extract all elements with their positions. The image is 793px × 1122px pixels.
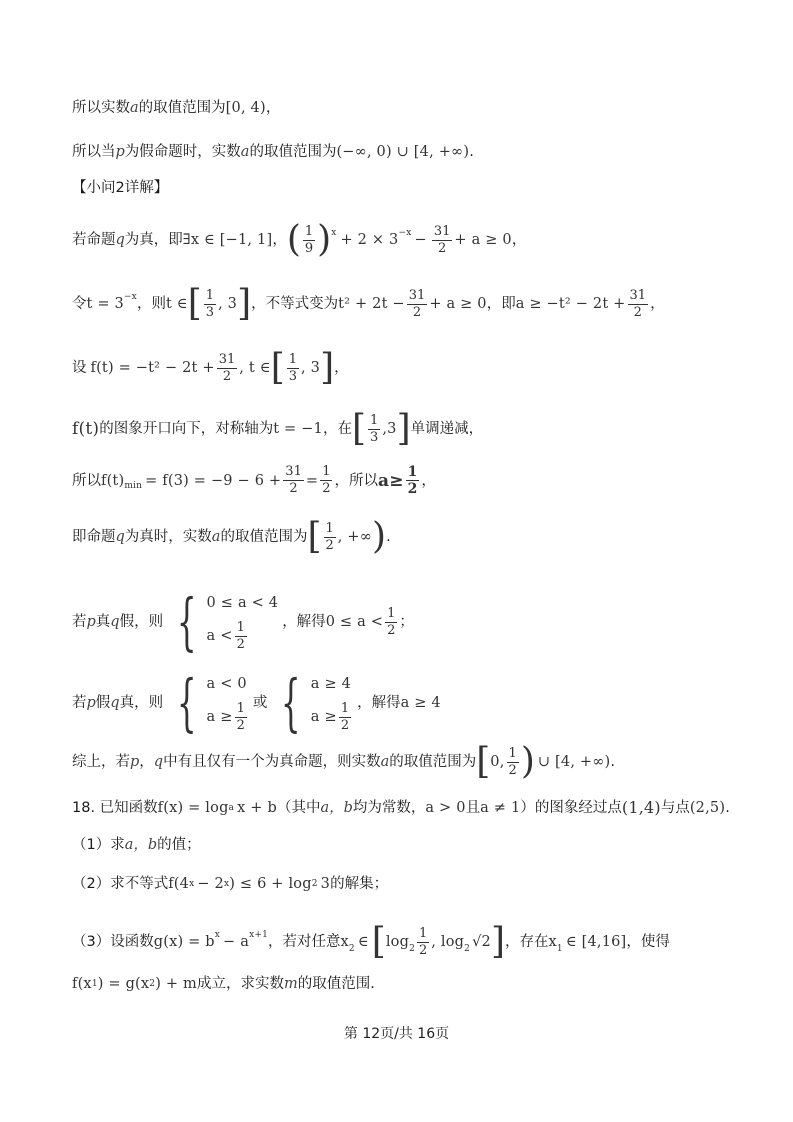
text-line-4: 若命题 q 为真，即 ∃x ∈ [−1, 1] ， ( $\frac{1}{9}$ ) $^x$ + 2 × 3 $^{-x}$ − $\frac{31}{2}$ + a ≥ 0 ，: [72, 219, 527, 260]
problem-18-part-1: （1）求 a，b 的值；: [72, 837, 201, 853]
text-line-5: 令 t = 3 $^{-x}$ ，则 t ∈ [ $\frac{1}{3}$ , 3 ] ，不等式变为 t² + 2t − $\frac{31}{2}$ + a ≥ 0 ，即 a ≥ −t² − 2t + $\frac{31}{2}$ ，: [72, 283, 665, 324]
text-line-7: f(t) 的图象开口向下，对称轴为 t = −1 ，在 [ $\frac{1}{3}$ ,3 ] 单调递减，: [72, 408, 484, 449]
text-line-12: 综上，若 p ， q 中有且仅有一个为真命题，则实数 a 的取值范围为 [ 0, $\frac{1}{2}$ ) ∪ [4, +∞) .: [72, 741, 616, 782]
problem-18-part-2: （2）求不等式 f(4 x − 2 x ) ≤ 6 + log 2 3 的解集；: [72, 876, 389, 892]
problem-18-part-3-cont: f(x 1 ) = g(x 2 ) + m 成立，求实数 m 的取值范围.: [72, 976, 375, 992]
section-heading: 【小问2详解】: [72, 180, 169, 196]
text-line-8: 所以 f(t) $_{min}$ = f(3) = −9 − 6 + $\frac{31}{2}$ = $\frac{1}{2}$ ，所以 a≥ $\frac{1}{2}$ ，: [72, 464, 436, 497]
text-line-1: 所以实数 a 的取值范围为 [0, 4) ，: [72, 100, 281, 116]
text-line-6: 设 f(t) = −t² − 2t + $\frac{31}{2}$ , t ∈ [ $\frac{1}{3}$ , 3 ] ，: [72, 347, 349, 388]
page-footer: 第 12页/共 16页: [343, 1026, 450, 1042]
problem-18-statement: 18. 已知函数 f(x) = log a x + b （其中 a，b 均为常数， a > 0 且 a ≠ 1 ）的图象经过点 (1,4) 与点 (2,5) .: [72, 798, 730, 817]
text-line-11: 若 p 假 q 真，则 { a < 0 a ≥ $\frac{1}{2}$ 或 { a ≥ 4 a ≥ $\frac{1}{2}$ ，解得 a ≥ 4: [72, 666, 441, 739]
problem-18-part-3: （3）设函数 g(x) = b $^x$ − a $^{x+1}$ ，若对任意 x $_2$ ∈ [ log $_2$ $\frac{1}{2}$ , log $_2$ √2 ] ，存在 x $_1$ ∈ [4,16] ，使得: [72, 921, 670, 962]
text-line-2: 所以当 p 为假命题时，实数 a 的取值范围为 (−∞, 0) ∪ [4, +∞) .: [72, 144, 474, 160]
text-line-9: 即命题 q 为真时，实数 a 的取值范围为 [ $\frac{1}{2}$ , +∞ ) .: [72, 516, 391, 557]
text-line-10: 若 p 真 q 假，则 { 0 ≤ a < 4 a < $\frac{1}{2}$ ，解得 0 ≤ a < $\frac{1}{2}$ ；: [72, 585, 414, 658]
